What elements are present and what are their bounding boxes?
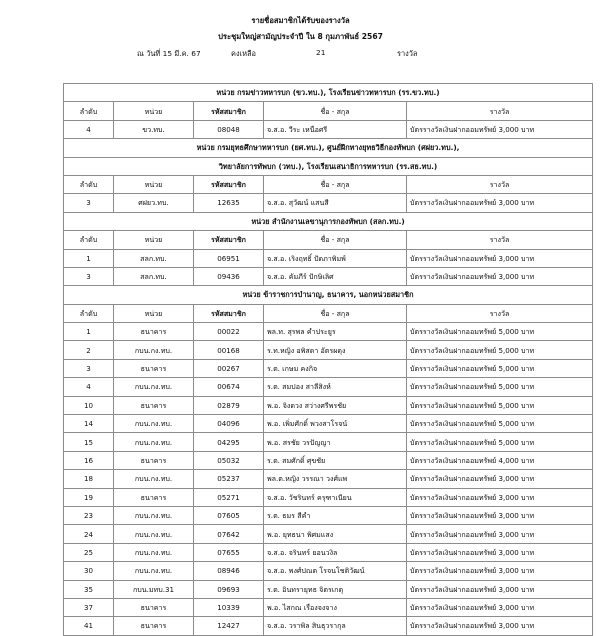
section-title: หน่วย กรมข่าวทหารบก (ขว.ทบ.), โรงเรียนข่าวทหารบก (รร.ขว.ทบ.) (64, 84, 593, 102)
cell-code: 07605 (194, 506, 264, 524)
table-body (64, 84, 593, 636)
remaining-unit: รางวัล (397, 49, 418, 58)
cell-no: 16 (64, 451, 114, 469)
cell-name: จ.ส.อ. วราพิล สินธุวรากุล (264, 617, 407, 635)
cell-code: 12427 (194, 617, 264, 635)
cell-prize: บัตรรางวัลเงินฝากออมทรัพย์ 4,000 บาท (407, 451, 593, 469)
cell-prize: บัตรรางวัลเงินฝากออมทรัพย์ 3,000 บาท (407, 580, 593, 598)
section-title: หน่วย กรมยุทธศึกษาทหารบก (ยศ.ทบ.), ศูนย์ฝึกทางยุทธวิธีกองทัพบก (ศฝยว.ทบ.), (64, 139, 593, 157)
remaining-count: 21 (316, 48, 326, 57)
table-row (64, 598, 593, 616)
cell-unit: กบน.กง.ทบ. (114, 433, 194, 451)
prize-winners-table (63, 83, 593, 636)
table-row (64, 470, 593, 488)
cell-name: ร.ต. สมปอง สาลีสิงห์ (264, 378, 407, 396)
column-header-no: ลำดับ (64, 102, 114, 120)
cell-no: 24 (64, 525, 114, 543)
column-header-no: ลำดับ (64, 175, 114, 193)
table-row (64, 562, 593, 580)
cell-name: จ.ส.อ. สุวัฒน์ แสนสี (264, 194, 407, 212)
column-header-row (64, 304, 593, 322)
table-row (64, 617, 593, 635)
cell-prize: บัตรรางวัลเงินฝากออมทรัพย์ 3,000 บาท (407, 249, 593, 267)
cell-no: 23 (64, 506, 114, 524)
cell-no: 18 (64, 470, 114, 488)
cell-no: 3 (64, 194, 114, 212)
cell-name: พ.อ. เพิ่มศักดิ์ พวงสาโรจน์ (264, 415, 407, 433)
cell-code: 09693 (194, 580, 264, 598)
cell-unit: กบน.กง.ทบ. (114, 470, 194, 488)
cell-name: จ.ส.อ. จรินทร์ ยอนวงิล (264, 543, 407, 561)
cell-unit: สลก.ทบ. (114, 249, 194, 267)
cell-unit: กบน.กง.ทบ. (114, 378, 194, 396)
cell-no: 41 (64, 617, 114, 635)
column-header-prize: รางวัล (407, 304, 593, 322)
column-header-prize: รางวัล (407, 102, 593, 120)
cell-code: 00267 (194, 359, 264, 377)
cell-name: พ.อ. สรชัย วรปัญญา (264, 433, 407, 451)
column-header-code: รหัสสมาชิก (194, 175, 264, 193)
cell-unit: กบน.กง.ทบ. (114, 525, 194, 543)
cell-code: 08048 (194, 120, 264, 138)
cell-no: 19 (64, 488, 114, 506)
column-header-name: ชื่อ - สกุล (264, 102, 407, 120)
cell-no: 4 (64, 378, 114, 396)
cell-name: พล.ท. สุรพล คำประยูร (264, 323, 407, 341)
cell-unit: ธนาคาร (114, 598, 194, 616)
cell-unit: กบน.กง.ทบ. (114, 341, 194, 359)
remaining-label: คงเหลือ (231, 49, 256, 58)
table-row (64, 451, 593, 469)
column-header-prize: รางวัล (407, 231, 593, 249)
cell-prize: บัตรรางวัลเงินฝากออมทรัพย์ 3,000 บาท (407, 543, 593, 561)
table-row (64, 323, 593, 341)
column-header-no: ลำดับ (64, 231, 114, 249)
table-row (64, 543, 593, 561)
cell-code: 07642 (194, 525, 264, 543)
cell-no: 1 (64, 249, 114, 267)
cell-name: ร.ต. สมศักดิ์ ศุขชัย (264, 451, 407, 469)
cell-name: ร.ต. ธมร สีคำ (264, 506, 407, 524)
cell-name: พ.อ. ไสกณ เรืองจงจาง (264, 598, 407, 616)
cell-code: 00168 (194, 341, 264, 359)
table-row (64, 433, 593, 451)
column-header-name: ชื่อ - สกุล (264, 304, 407, 322)
cell-unit: ศฝยว.ทบ. (114, 194, 194, 212)
table-row (64, 525, 593, 543)
cell-unit: ธนาคาร (114, 617, 194, 635)
table-row (64, 267, 593, 285)
table-row (64, 378, 593, 396)
cell-code: 06951 (194, 249, 264, 267)
cell-code: 05237 (194, 470, 264, 488)
document-title: รายชื่อสมาชิกได้รับของรางวัล (251, 16, 350, 25)
cell-name: พ.อ. จิงดวง สว่างศรีพรชัย (264, 396, 407, 414)
cell-code: 05271 (194, 488, 264, 506)
column-header-no: ลำดับ (64, 304, 114, 322)
cell-prize: บัตรรางวัลเงินฝากออมทรัพย์ 5,000 บาท (407, 433, 593, 451)
section-title: หน่วย สำนักงานเลขานุการกองทัพบก (สลก.ทบ.) (64, 212, 593, 230)
cell-code: 12635 (194, 194, 264, 212)
cell-no: 3 (64, 267, 114, 285)
cell-code: 04096 (194, 415, 264, 433)
cell-unit: ธนาคาร (114, 451, 194, 469)
cell-no: 10 (64, 396, 114, 414)
cell-prize: บัตรรางวัลเงินฝากออมทรัพย์ 3,000 บาท (407, 617, 593, 635)
cell-unit: กบน.กง.ทบ. (114, 562, 194, 580)
cell-no: 25 (64, 543, 114, 561)
column-header-row (64, 175, 593, 193)
section-title: หน่วย ข้าราชการบำนาญ, ธนาคาร, นอกหน่วยสมาชิก (64, 286, 593, 304)
cell-prize: บัตรรางวัลเงินฝากออมทรัพย์ 3,000 บาท (407, 562, 593, 580)
cell-unit: ธนาคาร (114, 488, 194, 506)
cell-name: จ.ส.อ. วีระ เหนือศรี (264, 120, 407, 138)
column-header-name: ชื่อ - สกุล (264, 231, 407, 249)
cell-no: 14 (64, 415, 114, 433)
section-title: วิทยาลัยการทัพบก (วทบ.), โรงเรียนเสนาธิการทหารบก (รร.สธ.ทบ.) (64, 157, 593, 175)
cell-prize: บัตรรางวัลเงินฝากออมทรัพย์ 5,000 บาท (407, 323, 593, 341)
cell-name: จ.ส.อ. วัชรินทร์ ครุฑาเนียน (264, 488, 407, 506)
cell-prize: บัตรรางวัลเงินฝากออมทรัพย์ 3,000 บาท (407, 120, 593, 138)
cell-prize: บัตรรางวัลเงินฝากออมทรัพย์ 5,000 บาท (407, 378, 593, 396)
section-header-row (64, 286, 593, 304)
cell-name: ร.ต. อินทรายุทธ จิตรเกตุ (264, 580, 407, 598)
cell-unit: กบน.กง.ทบ. (114, 506, 194, 524)
cell-no: 1 (64, 323, 114, 341)
cell-unit: กบน.มทบ.31 (114, 580, 194, 598)
cell-no: 3 (64, 359, 114, 377)
column-header-unit: หน่วย (114, 175, 194, 193)
cell-code: 07655 (194, 543, 264, 561)
table-row (64, 194, 593, 212)
table-row (64, 249, 593, 267)
table-row (64, 415, 593, 433)
cell-prize: บัตรรางวัลเงินฝากออมทรัพย์ 3,000 บาท (407, 598, 593, 616)
column-header-unit: หน่วย (114, 231, 194, 249)
cell-code: 05032 (194, 451, 264, 469)
cell-code: 00674 (194, 378, 264, 396)
column-header-code: รหัสสมาชิก (194, 102, 264, 120)
column-header-row (64, 231, 593, 249)
cell-prize: บัตรรางวัลเงินฝากออมทรัพย์ 5,000 บาท (407, 341, 593, 359)
cell-name: พ.อ. ยุทธนา พิศมแสง (264, 525, 407, 543)
cell-unit: ขว.ทบ. (114, 120, 194, 138)
cell-code: 00022 (194, 323, 264, 341)
cell-no: 15 (64, 433, 114, 451)
table-row (64, 341, 593, 359)
table-row (64, 580, 593, 598)
cell-unit: กบน.กง.ทบ. (114, 415, 194, 433)
cell-prize: บัตรรางวัลเงินฝากออมทรัพย์ 5,000 บาท (407, 396, 593, 414)
cell-unit: ธนาคาร (114, 396, 194, 414)
cell-prize: บัตรรางวัลเงินฝากออมทรัพย์ 3,000 บาท (407, 194, 593, 212)
table-row (64, 488, 593, 506)
cell-prize: บัตรรางวัลเงินฝากออมทรัพย์ 3,000 บาท (407, 470, 593, 488)
cell-name: จ.ส.อ. เริงฤทธิ์ ปัดภาพิมพ์ (264, 249, 407, 267)
cell-name: พล.ต.หญิง วรรณา วงศ์แพ (264, 470, 407, 488)
cell-unit: กบน.กง.ทบ. (114, 543, 194, 561)
cell-unit: สลก.ทบ. (114, 267, 194, 285)
section-header-row (64, 84, 593, 102)
column-header-code: รหัสสมาชิก (194, 231, 264, 249)
cell-prize: บัตรรางวัลเงินฝากออมทรัพย์ 3,000 บาท (407, 525, 593, 543)
as-of-date: ณ วันที่ 15 มี.ค. 67 (137, 49, 201, 58)
cell-no: 30 (64, 562, 114, 580)
cell-no: 37 (64, 598, 114, 616)
column-header-prize: รางวัล (407, 175, 593, 193)
cell-code: 02879 (194, 396, 264, 414)
column-header-row (64, 102, 593, 120)
cell-no: 4 (64, 120, 114, 138)
cell-prize: บัตรรางวัลเงินฝากออมทรัพย์ 3,000 บาท (407, 506, 593, 524)
cell-prize: บัตรรางวัลเงินฝากออมทรัพย์ 5,000 บาท (407, 359, 593, 377)
cell-name: ร.ท.หญิง อพิสดา อัตรผดุง (264, 341, 407, 359)
cell-code: 04295 (194, 433, 264, 451)
column-header-unit: หน่วย (114, 102, 194, 120)
cell-code: 10339 (194, 598, 264, 616)
column-header-code: รหัสสมาชิก (194, 304, 264, 322)
cell-name: จ.ส.อ. พงศ์ปณต โรจนโชติวัฒน์ (264, 562, 407, 580)
cell-unit: ธนาคาร (114, 323, 194, 341)
column-header-unit: หน่วย (114, 304, 194, 322)
table-row (64, 396, 593, 414)
cell-unit: ธนาคาร (114, 359, 194, 377)
cell-prize: บัตรรางวัลเงินฝากออมทรัพย์ 3,000 บาท (407, 267, 593, 285)
cell-code: 09436 (194, 267, 264, 285)
table-row (64, 120, 593, 138)
table-row (64, 506, 593, 524)
section-header-row (64, 139, 593, 157)
cell-code: 08946 (194, 562, 264, 580)
meeting-subtitle: ประชุมใหญ่สามัญประจำปี ใน 8 กุมภาพันธ์ 2567 (218, 32, 383, 41)
cell-no: 35 (64, 580, 114, 598)
cell-prize: บัตรรางวัลเงินฝากออมทรัพย์ 5,000 บาท (407, 415, 593, 433)
cell-name: ร.ต. เกษม คงกิจ (264, 359, 407, 377)
section-header-row (64, 157, 593, 175)
cell-no: 2 (64, 341, 114, 359)
section-header-row (64, 212, 593, 230)
cell-name: จ.ส.อ. คัมภีร์ ปักษิเลิศ (264, 267, 407, 285)
cell-prize: บัตรรางวัลเงินฝากออมทรัพย์ 3,000 บาท (407, 488, 593, 506)
column-header-name: ชื่อ - สกุล (264, 175, 407, 193)
table-row (64, 359, 593, 377)
